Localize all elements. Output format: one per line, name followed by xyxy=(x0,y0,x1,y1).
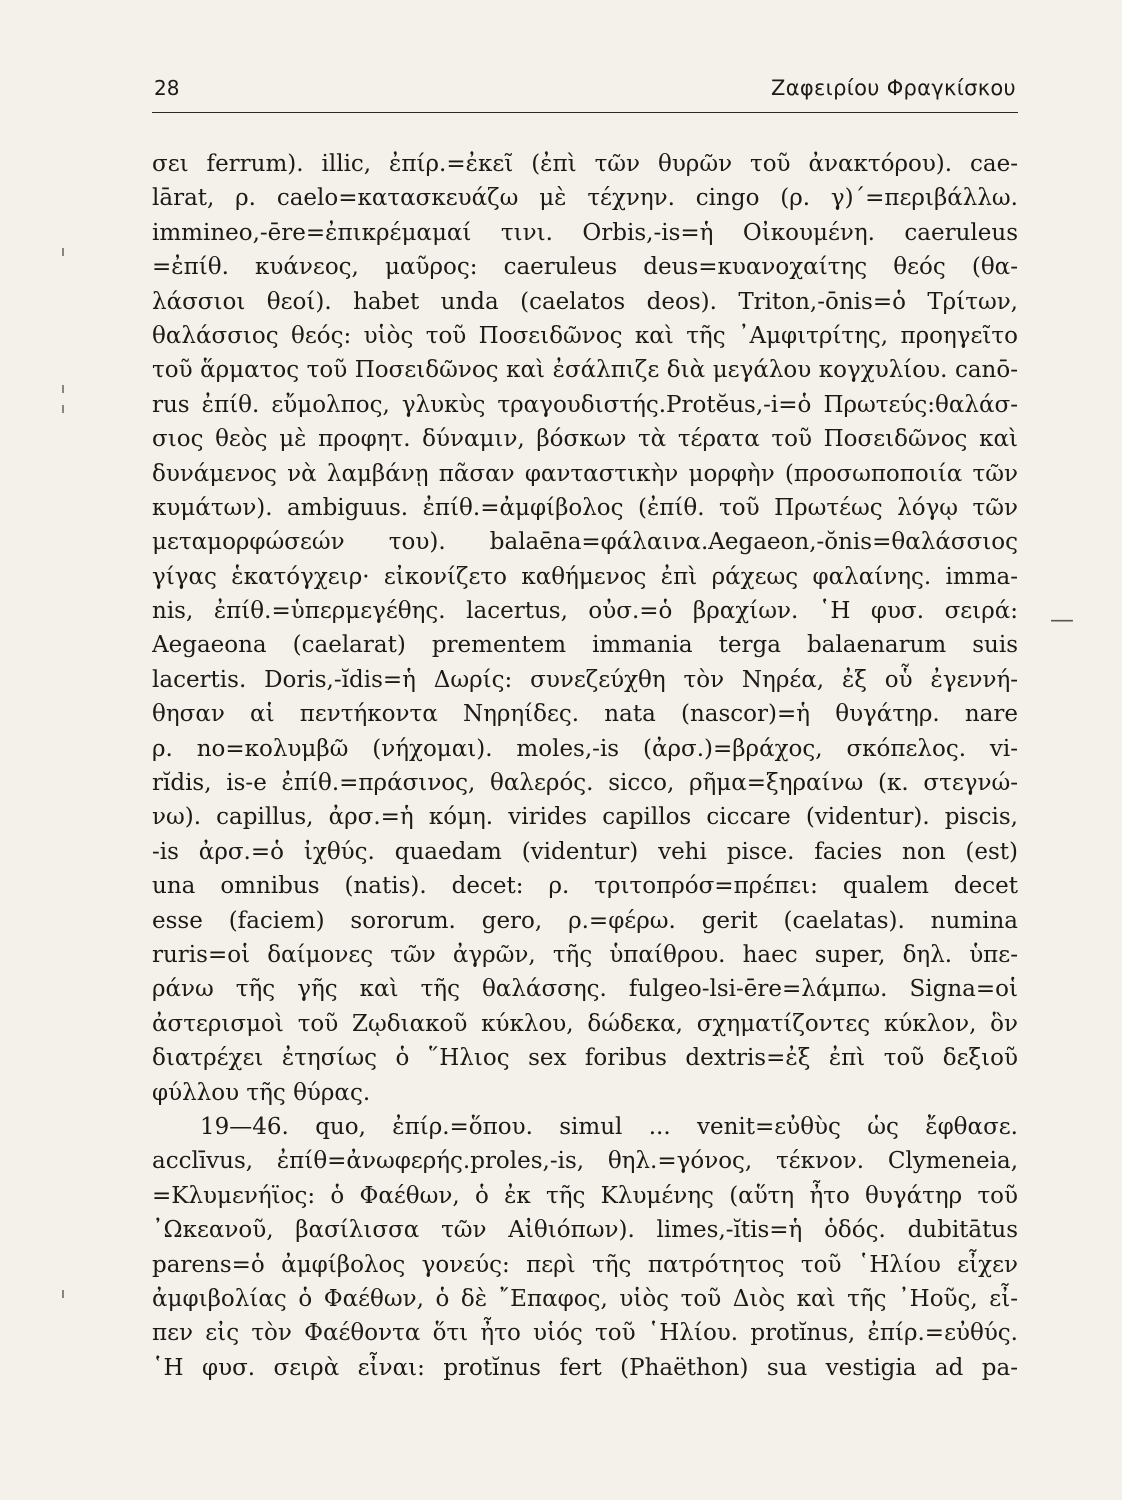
text-line: ᾿Ωκεανοῦ, βασίλισσα τῶν Αἰθιόπων). limes,-ĭtis=ἡ ὁδός. dubitātus xyxy=(152,1217,1018,1244)
text-line: ῾Η φυσ. σειρὰ εἶναι: protĭnus fert (Phaëthon) sua vestigia ad pa- xyxy=(152,1354,1018,1381)
running-title: Ζαφειρίου Φραγκίσκου xyxy=(771,76,1016,100)
margin-tick xyxy=(62,248,64,256)
text-line: ruris=οἱ δαίμονες τῶν ἀγρῶν, τῆς ὑπαίθρου. haec super, δηλ. ὑπε- xyxy=(152,941,1018,968)
margin-tick xyxy=(62,385,64,393)
text-line: lārat, ρ. caelo=κατασκευάζω μὲ τέχνην. cingo (ρ. γ)΄=περιβάλλω. xyxy=(152,185,1018,212)
text-line: κυμάτων). ambiguus. ἐπίθ.=ἀμφίβολος (ἐπίθ. τοῦ Πρωτέως λόγῳ τῶν xyxy=(152,494,1018,521)
text-line: parens=ὁ ἀμφίβολος γονεύς: περὶ τῆς πατρότητος τοῦ ῾Ηλίου εἶχεν xyxy=(152,1251,1018,1278)
text-line: γίγας ἑκατόγχειρ· εἰκονίζετο καθήμενος ἐπὶ ράχεως φαλαίνης. imma- xyxy=(152,563,1018,590)
text-line: ἀμφιβολίας ὁ Φαέθων, ὁ δὲ ῎Επαφος, υἱὸς τοῦ Διὸς καὶ τῆς ᾿Ηοῦς, εἶ- xyxy=(152,1285,1018,1312)
text-line: λάσσιοι θεοί). habet unda (caelatos deos). Triton,-ōnis=ὁ Τρίτων, xyxy=(152,288,1018,315)
text-line: esse (faciem) sororum. gero, ρ.=φέρω. gerit (caelatas). numina xyxy=(152,907,1018,934)
text-line: rĭdis, is-e ἐπίθ.=πράσινος, θαλερός. sicco, ρῆμα=ξηραίνω (κ. στεγνώ- xyxy=(152,770,1018,797)
text-line: ρ. no=κολυμβῶ (νήχομαι). moles,-is (ἀρσ.)=βράχος, σκόπελος. vi- xyxy=(152,735,1018,762)
text-line: -is ἀρσ.=ὁ ἰχθύς. quaedam (videntur) vehi pisce. facies non (est) xyxy=(152,838,1018,865)
text-line: θαλάσσιος θεός: υἱὸς τοῦ Ποσειδῶνος καὶ τῆς ᾿Αμφιτρίτης, προηγεῖτο xyxy=(152,322,1018,349)
text-line: lacertis. Doris,-ĭdis=ἡ Δωρίς: συνεζεύχθη τὸν Νηρέα, ἐξ οὗ ἐγεννή- xyxy=(152,666,1018,693)
text-line: rus ἐπίθ. εὔμολπος, γλυκὺς τραγουδιστής.Protĕus,-i=ὁ Πρωτεύς:θαλάσ- xyxy=(152,391,1018,418)
text-line: θησαν αἱ πεντήκοντα Νηρηίδες. nata (nascor)=ἡ θυγάτηρ. nare xyxy=(152,701,1018,728)
text-line: νω). capillus, ἀρσ.=ἡ κόμη. virides capillos ciccare (videntur). piscis, xyxy=(152,804,1018,831)
text-line: acclīvus, ἐπίθ=ἀνωφερής.proles,-is, θηλ.=γόνος, τέκνον. Clymeneia, xyxy=(152,1148,1018,1175)
page-number: 28 xyxy=(154,76,180,100)
body-text xyxy=(152,147,1018,1385)
text-line: una omnibus (natis). decet: ρ. τριτοπρόσ=πρέπει: qualem decet xyxy=(152,873,1018,900)
paragraph-start-line: 19—46. quo, ἐπίρ.=ὅπου. simul ... venit=εὐθὺς ὡς ἔφθασε. xyxy=(200,1113,1018,1140)
margin-mark: — xyxy=(1050,605,1074,633)
text-line: διατρέχει ἐτησίως ὁ ῞Ηλιος sex foribus dextris=ἐξ ἐπὶ τοῦ δεξιοῦ xyxy=(152,1045,1018,1072)
text-line: ἀστερισμοὶ τοῦ Ζῳδιακοῦ κύκλου, δώδεκα, σχηματίζοντες κύκλον, ὃν xyxy=(152,1010,1018,1037)
text-line: σει ferrum). illic, ἐπίρ.=ἐκεῖ (ἐπὶ τῶν θυρῶν τοῦ ἀνακτόρου). cae- xyxy=(152,151,1018,177)
margin-tick xyxy=(62,1290,64,1298)
margin-tick xyxy=(62,405,64,413)
text-line: δυνάμενος νὰ λαμβάνῃ πᾶσαν φανταστικὴν μορφὴν (προσωποποιία τῶν xyxy=(152,460,1018,487)
text-line: Aegaeona (caelarat) prementem immania terga balaenarum suis xyxy=(152,632,1018,659)
text-line: σιος θεὸς μὲ προφητ. δύναμιν, βόσκων τὰ τέρατα τοῦ Ποσειδῶνος καὶ xyxy=(152,426,1018,453)
text-line: immineo,-ēre=ἐπικρέμαμαί τινι. Orbis,-is=ἡ Οἰκουμένη. caeruleus xyxy=(152,219,1018,246)
text-line: nis, ἐπίθ.=ὑπερμεγέθης. lacertus, οὐσ.=ὁ βραχίων. ῾Η φυσ. σειρά: xyxy=(152,598,1018,625)
text-line: μεταμορφώσεών του). balaēna=φάλαινα.Aegaeon,-ŏnis=θαλάσσιος xyxy=(152,529,1018,556)
text-line: πεν εἰς τὸν Φαέθοντα ὅτι ἦτο υἱός τοῦ ῾Ηλίου. protĭnus, ἐπίρ.=εὐθύς. xyxy=(152,1320,1018,1347)
text-line: τοῦ ἅρματος τοῦ Ποσειδῶνος καὶ ἐσάλπιζε διὰ μεγάλου κογχυλίου. canō- xyxy=(152,357,1018,384)
text-line: ράνω τῆς γῆς καὶ τῆς θαλάσσης. fulgeo-lsi-ēre=λάμπω. Signa=οἱ xyxy=(152,976,1018,1003)
text-line: =ἐπίθ. κυάνεος, μαῦρος: caeruleus deus=κυανοχαίτης θεός (θα- xyxy=(152,254,1018,281)
page-header xyxy=(152,72,1018,113)
text-line: =Κλυμενήϊος: ὁ Φαέθων, ὁ ἐκ τῆς Κλυμένης (αὕτη ἦτο θυγάτηρ τοῦ xyxy=(152,1182,1018,1209)
paragraph-end-line: φύλλου τῆς θύρας. xyxy=(152,1079,371,1106)
